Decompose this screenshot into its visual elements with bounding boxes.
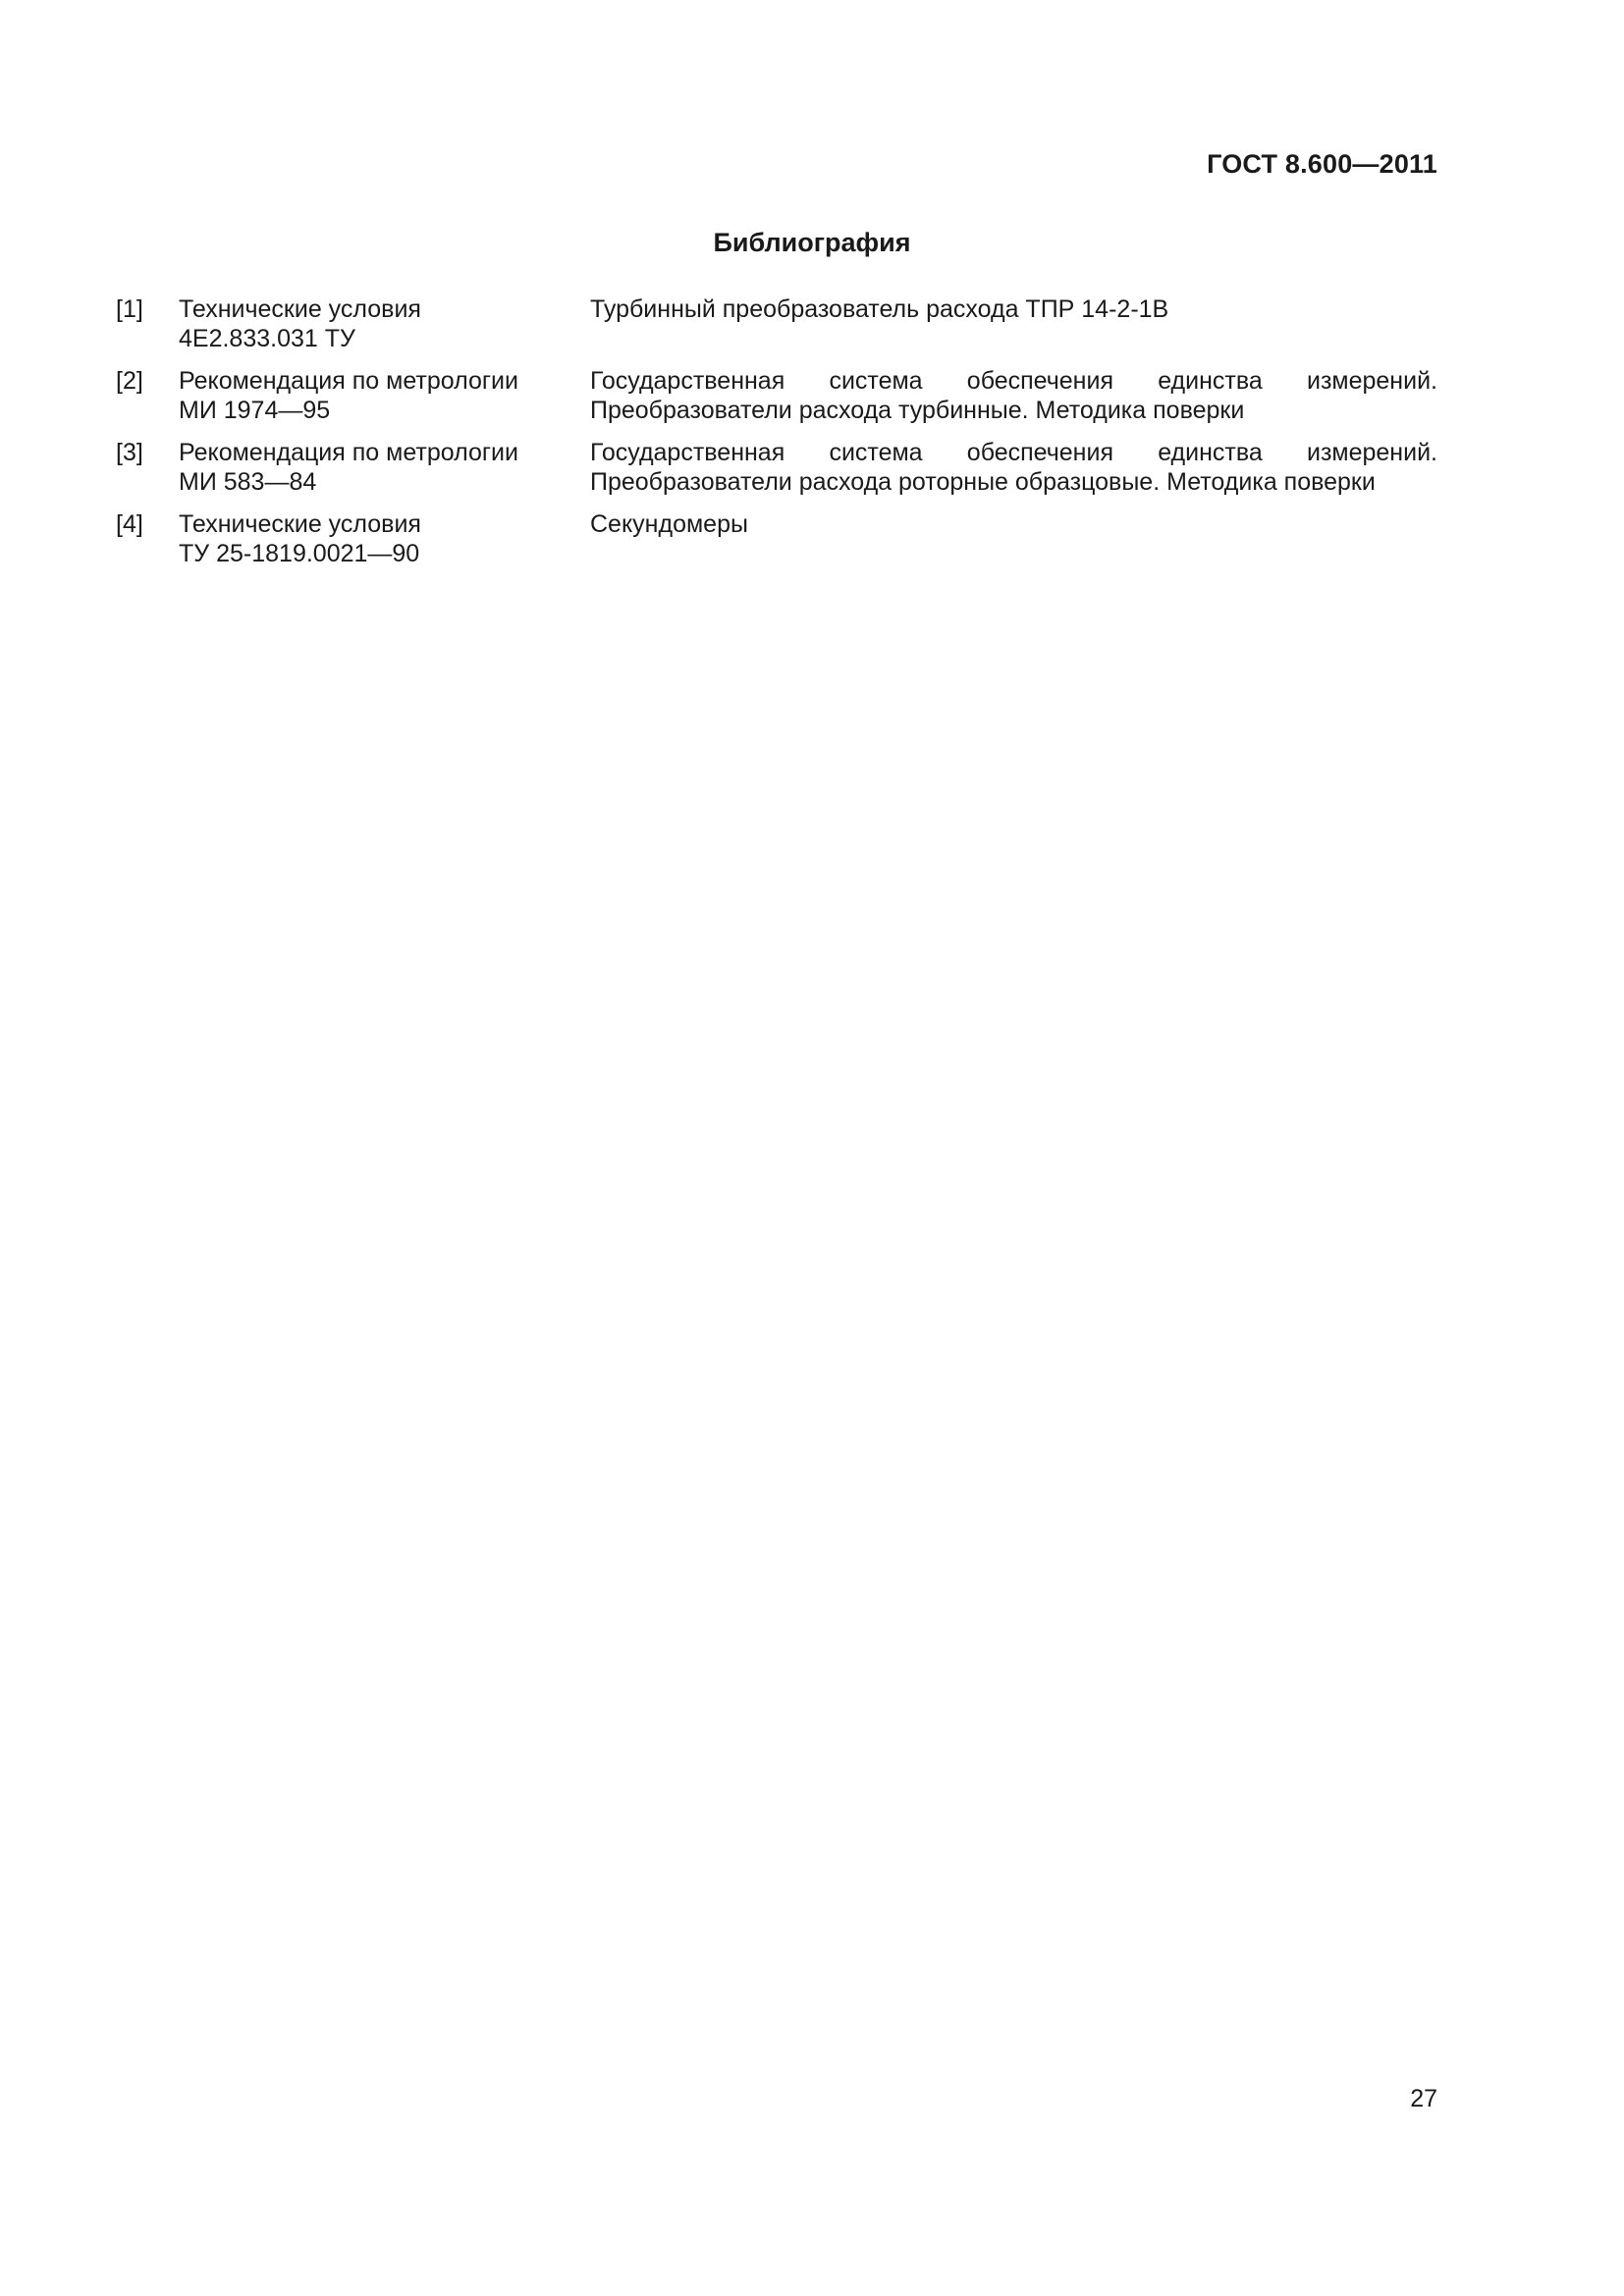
entry-description: Секундомеры <box>590 510 748 538</box>
entry-number: [2] <box>116 367 143 395</box>
entry-description: Государственная система обеспечения единства измерений. Преобразователи расхода турбинные. Методика поверки <box>590 367 1437 424</box>
page-number: 27 <box>1410 2085 1437 2112</box>
entry-description: Турбинный преобразователь расхода ТПР 14-2-1В <box>590 295 1169 323</box>
bibliography-entry <box>116 438 1437 497</box>
reference-code: МИ 583—84 <box>179 468 317 496</box>
reference-type: Рекомендация по метрологии <box>179 367 518 395</box>
reference-code: ТУ 25-1819.0021—90 <box>179 540 420 567</box>
reference-type: Технические условия <box>179 510 421 538</box>
bibliography-entry <box>116 294 1437 353</box>
entry-number: [4] <box>116 510 143 538</box>
bibliography-title: Библиография <box>713 228 911 257</box>
entry-reference <box>179 438 590 497</box>
bibliography-entry <box>116 509 1437 568</box>
entry-reference <box>179 366 590 425</box>
reference-code: МИ 1974—95 <box>179 397 331 424</box>
document-code: ГОСТ 8.600—2011 <box>1207 149 1437 179</box>
entry-number: [3] <box>116 439 143 466</box>
reference-code: 4Е2.833.031 ТУ <box>179 325 355 352</box>
bibliography-entry <box>116 366 1437 425</box>
entry-description: Государственная система обеспечения единства измерений. Преобразователи расхода роторные образцовые. Методика поверки <box>590 439 1437 496</box>
reference-type: Технические условия <box>179 295 421 323</box>
entry-reference <box>179 294 590 353</box>
bibliography-list <box>116 294 1437 581</box>
reference-type: Рекомендация по метрологии <box>179 439 518 466</box>
entry-reference <box>179 509 590 568</box>
entry-number: [1] <box>116 295 143 323</box>
